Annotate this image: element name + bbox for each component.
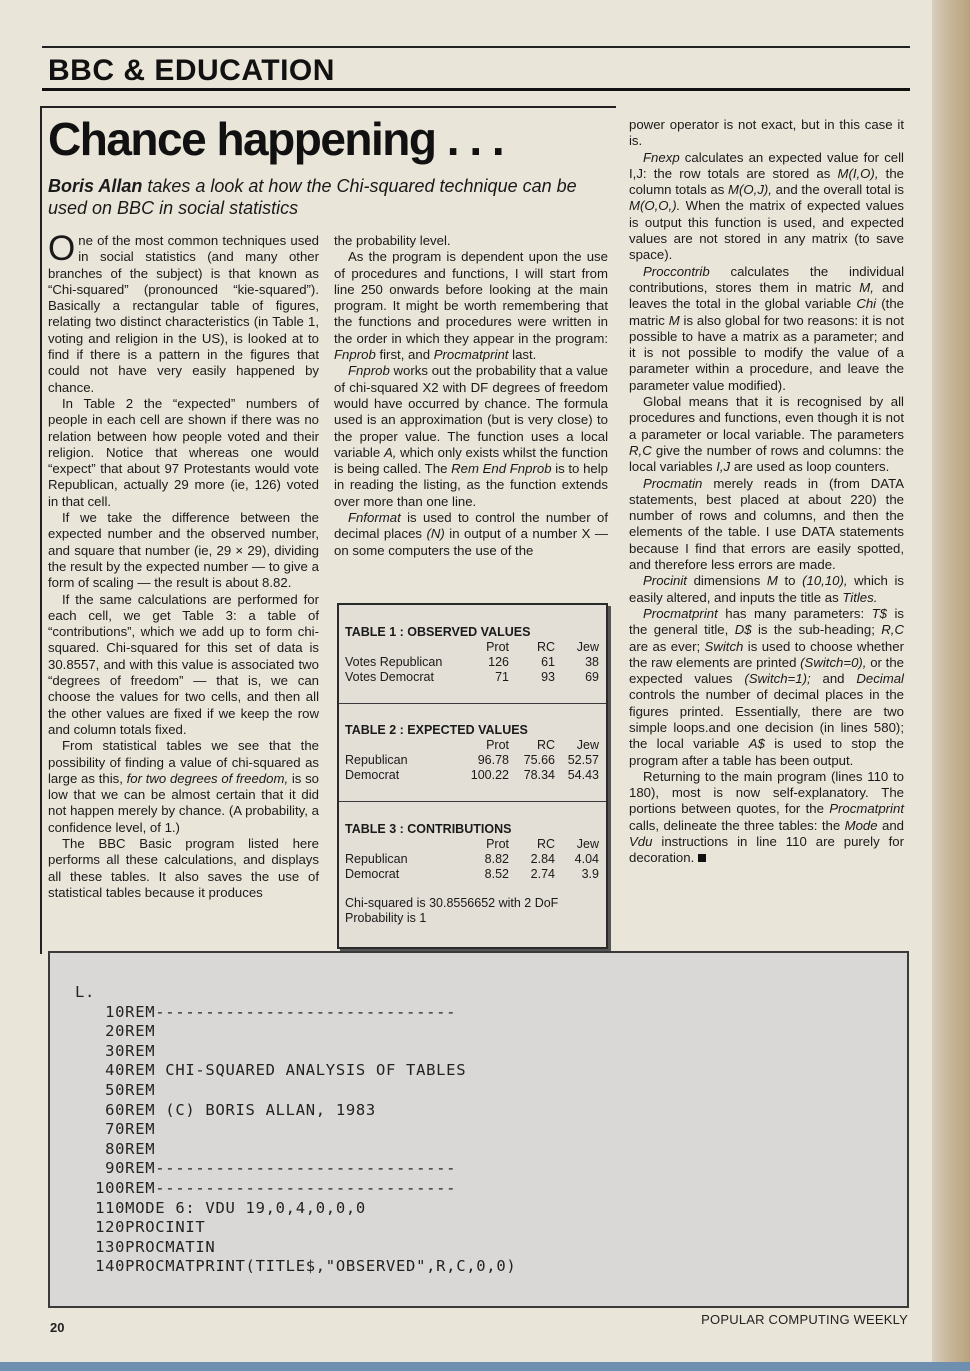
cell: 100.22 (470, 768, 509, 782)
table-1-title: TABLE 1 : OBSERVED VALUES (345, 625, 531, 639)
cell: 69 (585, 670, 599, 684)
col3-italic: R,C (629, 442, 652, 458)
col2-p3-italic-3: Rem End Fnprob (451, 461, 552, 477)
listing-line: 30REM (75, 1041, 156, 1060)
listing-line: 130PROCMATIN (75, 1237, 216, 1256)
listing-line: 110MODE 6: VDU 19,0,4,0,0,0 (75, 1198, 366, 1217)
col2-p2c: last. (508, 347, 537, 363)
col2-p4-italic-2: (N) (426, 526, 445, 542)
table-3-header-prot: Prot (486, 837, 509, 851)
table-1-header-rc: RC (536, 640, 555, 654)
cell: 96.78 (477, 753, 509, 767)
table-3-title: TABLE 3 : CONTRIBUTIONS (345, 822, 512, 836)
col3-text: and (810, 671, 857, 687)
magazine-name: POPULAR COMPUTING WEEKLY (701, 1312, 908, 1327)
listing-line: 10REM------------------------------ (75, 1002, 457, 1021)
col1-paragraph-5 (48, 738, 319, 836)
listing-line: 80REM (75, 1139, 156, 1158)
col3-text: is used to stop the program after a table has been output. (629, 736, 904, 768)
col3-text: is the sub-heading; (751, 622, 882, 638)
col3-text: are used as loop counters. (730, 459, 890, 475)
table-row (345, 655, 600, 670)
table-1-header-jew: Jew (576, 640, 599, 654)
row-label: Republican (345, 753, 408, 767)
col3-text: and leaves the total in the global variable (629, 279, 904, 312)
table-divider (339, 703, 606, 704)
cell: 38 (585, 655, 599, 669)
col2-paragraph-2 (334, 249, 608, 363)
cell: 4.04 (574, 852, 599, 866)
standfirst (48, 175, 608, 219)
col3-italic: M(O,J), (728, 182, 772, 198)
headline: Chance happening . . . (48, 113, 504, 165)
col3-text: is the general title, (629, 605, 904, 638)
byline-name: Boris Allan (48, 176, 143, 196)
listing-code (75, 983, 516, 1277)
col3-italic: Fnexp (643, 149, 680, 165)
table-divider (339, 801, 606, 802)
col3-paragraph-5 (629, 476, 904, 574)
table-3-header-rc: RC (536, 837, 555, 851)
col3-text: to (777, 573, 803, 589)
row-label: Republican (345, 852, 408, 866)
row-label: Votes Republican (345, 655, 443, 669)
col2-p2-italic-2: Procmatprint (433, 347, 509, 363)
col3-italic: Procmatprint (643, 605, 718, 621)
table-2-header-prot: Prot (486, 738, 509, 752)
col3-text: the column totals as (629, 165, 904, 198)
col1-p5-italic: for two degrees of freedom, (126, 770, 289, 786)
page-number: 20 (50, 1320, 65, 1335)
col3-italic: I,J (716, 459, 731, 475)
col3-paragraph-3 (629, 264, 904, 394)
col2-paragraph-4 (334, 510, 608, 559)
cell: 61 (541, 655, 555, 669)
chi-squared-note: Chi-squared is 30.8556652 with 2 DoF (345, 896, 559, 910)
col3-text: is used to choose whether the raw elements are printed (629, 638, 904, 670)
listing-line: 20REM (75, 1022, 156, 1041)
col1-paragraph-6: The BBC Basic program listed here performs all these calculations, and displays all these tables. It also saves the use of statistical tables because it produces (48, 835, 319, 900)
col3-paragraph-7 (629, 606, 904, 769)
col2-p3c: is to help in reading the listing, as the function extends over more than one line. (334, 461, 608, 509)
column-2 (334, 233, 608, 559)
column-3 (629, 117, 904, 867)
cell: 52.57 (567, 753, 599, 767)
table-1-header (345, 640, 600, 655)
col1-paragraph-3: If we take the difference between the expected number and the observed number, and square that number (ie, 29 × 29), dividing the result by the expected number — to give a form of scaling — the result is about 8.82. (48, 510, 319, 591)
col3-italic: Procmatprint (829, 801, 904, 817)
col3-italic: Procmatin (643, 475, 703, 491)
col1-paragraph-1 (48, 229, 319, 396)
col3-italic: Vdu (629, 834, 653, 850)
col3-italic: M (668, 312, 680, 328)
col2-p3a: works out the probability that a value of chi-squared X2 with DF degrees of freedom would have occurred by chance. The formula used is an approximation (but is very close) to the proper value. The function uses a local variable (334, 363, 608, 460)
col3-text: instructions in line 110 are purely for decoration. (629, 834, 904, 866)
cell: 2.74 (530, 867, 555, 881)
probability-note: Probability is 1 (345, 911, 427, 925)
table-3 (345, 822, 600, 882)
bottom-strip (0, 1362, 970, 1371)
row-label: Votes Democrat (345, 670, 434, 684)
listing-line: 50REM (75, 1080, 156, 1099)
cell: 78.34 (523, 768, 555, 782)
col3-text: calculates an expected value for cell I,J: the row totals are stored as (629, 149, 904, 181)
cell: 8.82 (484, 852, 509, 866)
table-2-header-jew: Jew (576, 738, 599, 752)
cell: 126 (488, 655, 509, 669)
col3-italic: (10,10), (802, 573, 848, 589)
col3-paragraph-8 (629, 769, 904, 867)
col3-italic: Proccontrib (643, 263, 710, 279)
cell: 75.66 (523, 753, 555, 767)
col3-text: give the number of rows and columns: the local variables (629, 442, 904, 475)
col3-text: which is easily altered, and inputs the title as (629, 573, 904, 605)
col3-text: calls, delineate the three tables: the (629, 817, 845, 833)
table-2-header (345, 738, 600, 753)
row-label: Democrat (345, 768, 400, 782)
top-rule (42, 46, 910, 48)
cell: 93 (541, 670, 555, 684)
table-2-title: TABLE 2 : EXPECTED VALUES (345, 723, 528, 737)
end-mark (698, 854, 706, 862)
col3-paragraph-1: power operator is not exact, but in this case it is. (629, 117, 904, 149)
col1-paragraph-2: In Table 2 the “expected” numbers of people in each cell are shown if there was no relation between how people voted and their religion. Notice that whereas one would “expect” that about 97 Protestants would vote Republican, actually 29 more (ie, 126) voted in that cell. (48, 395, 319, 509)
col2-p2b: first, and (375, 347, 434, 363)
listing-line: 40REM CHI-SQUARED ANALYSIS OF TABLES (75, 1061, 467, 1080)
cell: 3.9 (581, 867, 599, 881)
col3-italic: T$ (871, 605, 887, 621)
table-3-header-jew: Jew (576, 837, 599, 851)
section-title: BBC & EDUCATION (48, 54, 335, 87)
table-row (345, 768, 600, 783)
listing-line: 70REM (75, 1120, 156, 1139)
col3-italic: Decimal (856, 671, 904, 687)
table-row (345, 867, 600, 882)
col3-paragraph-2 (629, 150, 904, 264)
col3-text: When the matrix of expected values is output this function is used, and expected values are not stored in any matrix (to save space). (629, 198, 904, 263)
cell: 8.52 (484, 867, 509, 881)
col3-italic: Chi (856, 296, 877, 312)
title-rule (42, 88, 910, 91)
col3-italic: Switch (704, 638, 744, 654)
col3-text: controls the number of decimal places in the figures printed. Essentially, there are two simple loops.and one decision (in lines 580); the local variable (629, 687, 904, 752)
row-label: Democrat (345, 867, 400, 881)
drop-cap: O (48, 229, 76, 268)
col3-text: calculates the individual contributions, stores them in matric (629, 263, 904, 295)
table-2-header-rc: RC (536, 738, 555, 752)
listing-line: 120PROCINIT (75, 1218, 206, 1237)
col3-text: has many parameters: (717, 605, 872, 621)
col3-italic: (Switch=0), (800, 654, 867, 670)
col3-paragraph-6 (629, 573, 904, 606)
col3-italic: Procinit (643, 573, 687, 589)
col3-text: dimensions (686, 573, 767, 589)
col3-paragraph-4 (629, 394, 904, 475)
col3-text: Returning to the main program (lines 110 to 180), most is now self-explanatory. The portions between quotes, for the (629, 768, 904, 817)
col3-text: and the overall total is (771, 182, 905, 198)
listing-line: 100REM------------------------------ (75, 1178, 457, 1197)
col2-p3b: which only exists whilst the function is being called. The (334, 444, 608, 477)
table-row (345, 852, 600, 867)
listing-line: L. (75, 983, 96, 1001)
col3-italic: Mode (844, 817, 878, 833)
cell: 2.84 (530, 852, 555, 866)
cell: 71 (495, 670, 509, 684)
col2-p2a: As the program is dependent upon the use of procedures and functions, I will start from line 250 onwards before looking at the main program. It might be worth remembering that the functions and procedures were written in the order in which they appear in the program: (334, 249, 608, 346)
col3-italic: (Switch=1); (744, 671, 811, 687)
col3-text: are as ever; (629, 638, 705, 654)
col2-paragraph-3 (334, 363, 608, 510)
col2-p3-italic-1: Fnprob (348, 363, 390, 379)
byline-rest: takes a look at how the Chi-squared technique can be used on BBC in social statistics (48, 176, 577, 218)
col1-p5b: is so low that we can be almost certain that it did not happen merely by chance. (A probability, a confidence level, of 1.) (48, 770, 320, 835)
col2-p4b: in output of a number X — on some computers the use of the (334, 526, 609, 558)
table-row (345, 753, 600, 768)
col3-italic: Titles. (842, 589, 878, 605)
table-row (345, 670, 600, 685)
col2-p4a: is used to control the number of decimal places (334, 510, 608, 542)
table-2 (345, 723, 600, 783)
col1-paragraph-4: If the same calculations are performed for each cell, we get Table 3: a table of “contributions”, which we add up to form chi-squared. Chi-squared for this set of data is 30.8557, and with this value is associated two “degrees of freedom” — that is, we can choose the values for two cells, and then all the other values are fixed if we keep the row and column totals fixed. (48, 591, 319, 737)
listing-line: 140PROCMATPRINT(TITLE$,"OBSERVED",R,C,0,0) (75, 1257, 517, 1276)
col3-italic: R,C (881, 622, 904, 638)
table-1 (345, 625, 600, 685)
chi-squared-result (345, 896, 558, 926)
table-1-header-prot: Prot (486, 640, 509, 654)
statistics-tables-box (337, 603, 608, 949)
col3-italic: D$ (734, 622, 752, 638)
col1-p1-text: ne of the most common techniques used in social statistics (and many other branches of the subject) is that known as “Chi-squared” (pronounced “kie-squared”). Basically a rectangular table of figures, relating two distinct characteristics (in Table 1, voting and religion in the US), is looked at to find if there is a pattern in the figures that could not have very easily happened by chance. (48, 233, 319, 395)
col2-p4-italic-1: Fnformat (348, 510, 401, 526)
listing-line: 90REM------------------------------ (75, 1159, 457, 1178)
cell: 54.43 (567, 768, 599, 782)
col3-text: or the expected values (629, 654, 904, 687)
col2-p2-italic-1: Fnprob (334, 347, 376, 363)
column-1 (48, 229, 320, 901)
col3-text: and (877, 817, 905, 833)
col2-paragraph-1: the probability level. (334, 233, 451, 248)
listing-line: 60REM (C) BORIS ALLAN, 1983 (75, 1100, 376, 1119)
col3-text: is also global for two reasons: it is not possible to have a matrix as a parameter; and it is not possible to modify the value of a parameter within a procedure, and leave the parameter value modified). (629, 312, 904, 393)
program-listing (48, 951, 909, 1308)
col3-text: (the matric (629, 296, 904, 328)
col3-text: Global means that it is recognised by all procedures and functions, even though it is not a parameter or local variable. The parameters (629, 394, 904, 442)
col3-italic: M (766, 573, 778, 589)
col1-p5a: From statistical tables we see that the possibility of finding a value of chi-squared as large as this, (48, 738, 319, 786)
table-3-header (345, 837, 600, 852)
col3-text: merely reads in (from DATA statements, best placed at about 220) the number of rows and columns, and then the elements of the table. I use DATA statements because I find that errors are easily spotted, and therefore less errors are made. (629, 475, 904, 573)
col3-italic: M(O,O,). (629, 198, 681, 214)
col3-italic: M, (859, 279, 874, 295)
col3-italic: A$ (748, 736, 765, 752)
col3-italic: M(I,O), (837, 165, 879, 181)
col2-p3-italic-2: A, (383, 444, 397, 460)
page-edge (932, 0, 970, 1371)
